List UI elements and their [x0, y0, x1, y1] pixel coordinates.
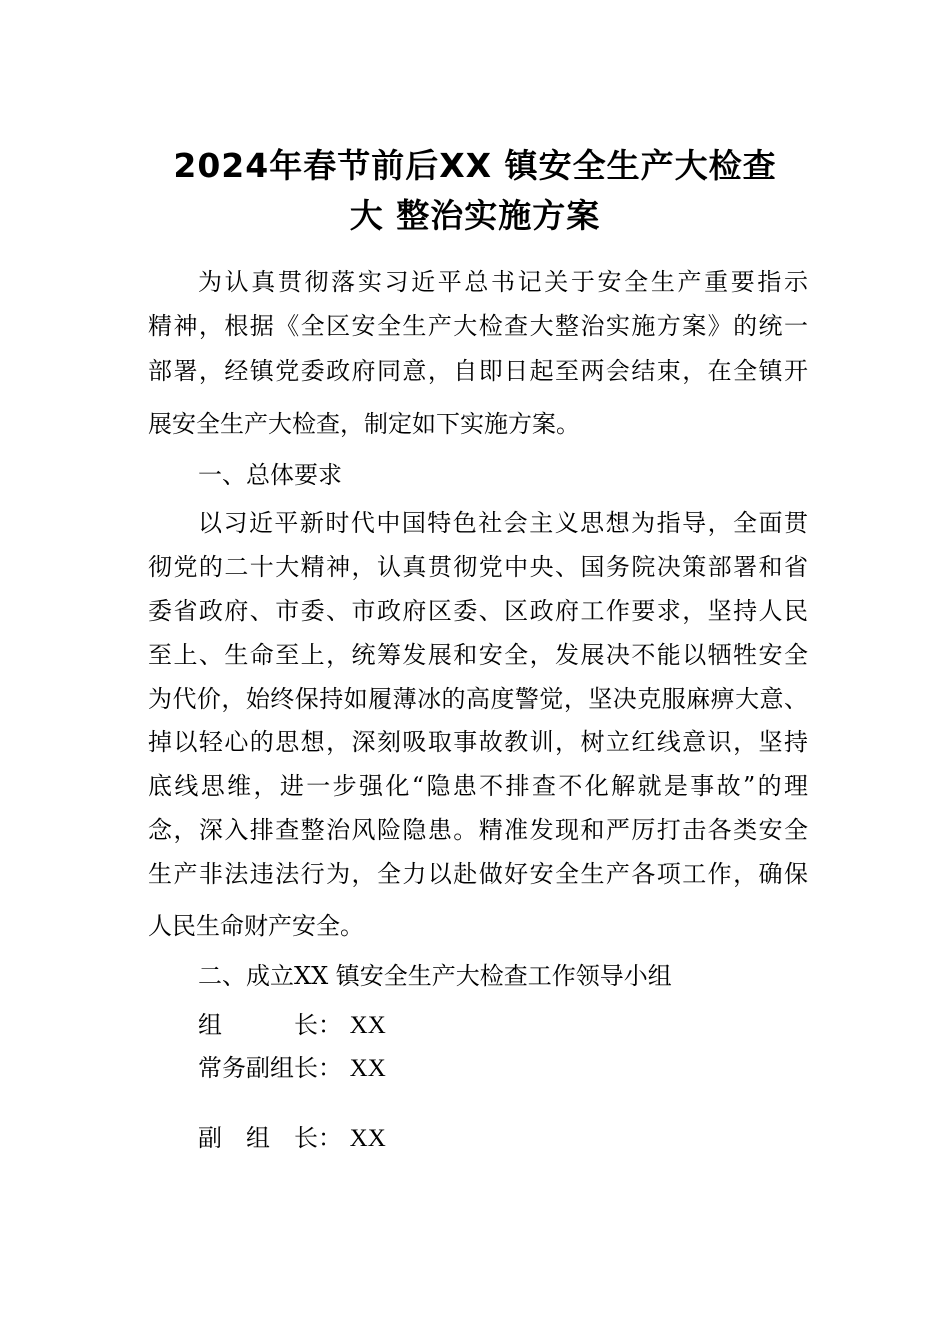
- intro-line-3: 部署，经镇党委政府同意，自即日起至两会结束，在全镇开: [148, 357, 808, 385]
- intro-line-4: 展安全生产大检查，制定如下实施方案。: [148, 410, 580, 438]
- intro-line-2: 精神，根据《全区安全生产大检查大整治实施方案》的统一: [148, 312, 808, 340]
- role-deputy-value: XX: [349, 1125, 386, 1152]
- role-leader: [198, 1005, 386, 1040]
- document-title-line-2: 大 整治实施方案: [349, 196, 601, 235]
- document-title-line-1: 2024年春节前后XX 镇安全生产大检查: [173, 146, 777, 185]
- role-deputy: [198, 1118, 386, 1153]
- section-1-line-7: 底线思维，进一步强化“隐患不排查不化解就是事故”的理: [148, 772, 808, 800]
- section-1-line-2: 彻党的二十大精神，认真贯彻党中央、国务院决策部署和省: [148, 553, 808, 581]
- role-executive-deputy: [198, 1048, 386, 1083]
- section-1-line-5: 为代价，始终保持如履薄冰的高度警觉，坚决克服麻痹大意、: [148, 685, 808, 713]
- role-leader-value: XX: [349, 1012, 386, 1039]
- role-leader-label: 组 长：: [198, 1011, 342, 1039]
- intro-line-1: 为认真贯彻落实习近平总书记关于安全生产重要指示: [198, 268, 808, 296]
- section-2-heading: 二、成立XX 镇安全生产大检查工作领导小组: [198, 962, 672, 990]
- section-1-line-6: 掉以轻心的思想，深刻吸取事故教训，树立红线意识，坚持: [148, 728, 808, 756]
- section-1-line-3: 委省政府、市委、市政府区委、区政府工作要求，坚持人民: [148, 597, 808, 625]
- section-1-line-9: 生产非法违法行为，全力以赴做好安全生产各项工作，确保: [148, 860, 808, 888]
- section-1-line-4: 至上、生命至上，统筹发展和安全，发展决不能以牺牲安全: [148, 641, 808, 669]
- role-executive-deputy-label: 常务副组长：: [198, 1054, 342, 1082]
- role-deputy-label: 副 组 长：: [198, 1124, 342, 1152]
- section-1-line-10: 人民生命财产安全。: [148, 912, 364, 940]
- section-1-line-8: 念，深入排查整治风险隐患。精准发现和严厉打击各类安全: [148, 816, 808, 844]
- section-1-heading: 一、总体要求: [198, 461, 342, 489]
- role-executive-deputy-value: XX: [349, 1055, 386, 1082]
- section-1-line-1: 以习近平新时代中国特色社会主义思想为指导，全面贯: [198, 509, 808, 537]
